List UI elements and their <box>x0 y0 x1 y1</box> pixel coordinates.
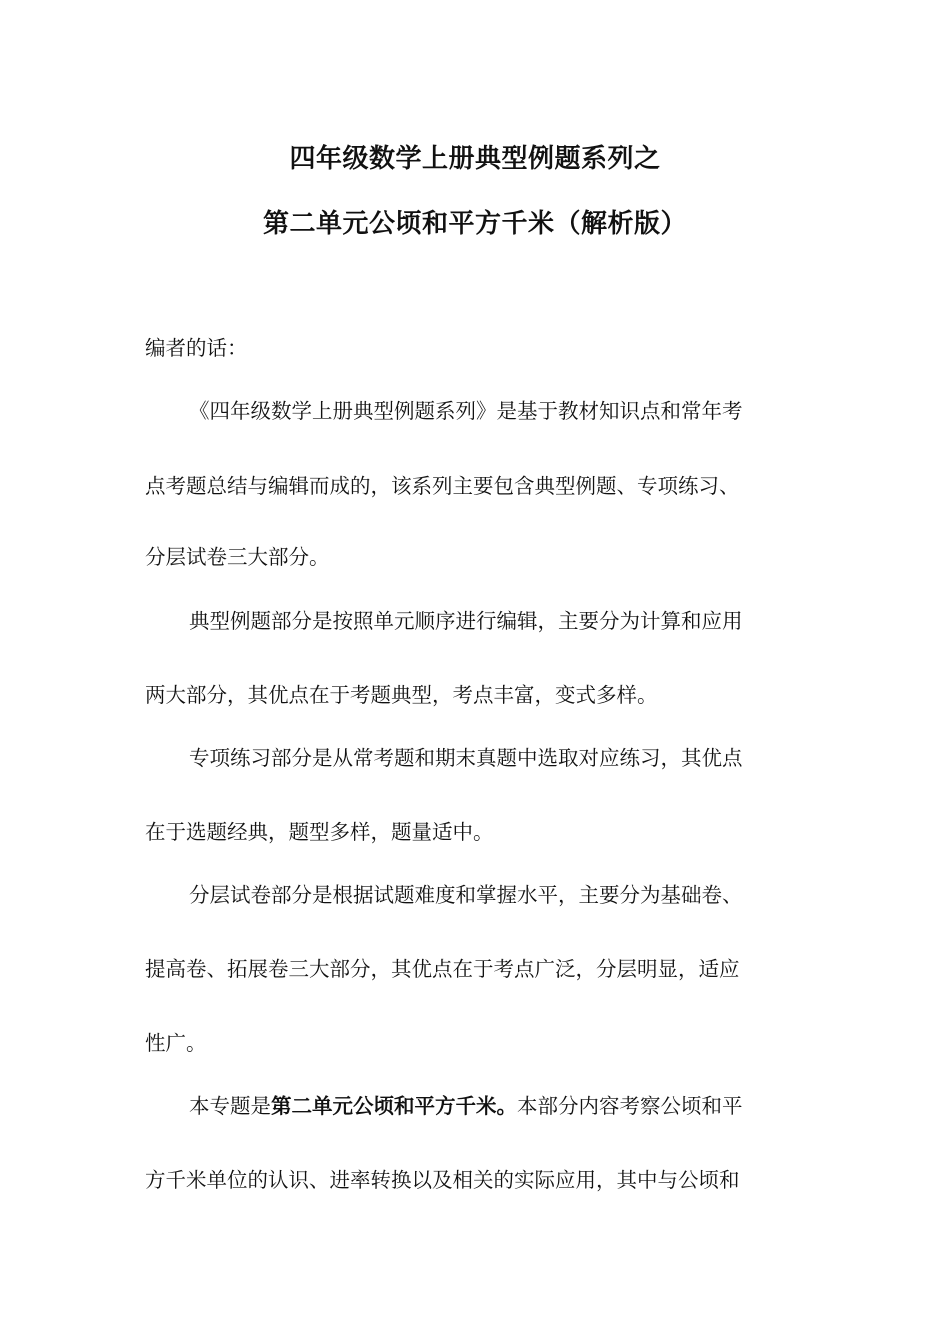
topic-line <box>189 1096 743 1117</box>
paragraph-line: 提高卷、拓展卷三大部分，其优点在于考点广泛，分层明显，适应 <box>145 957 740 981</box>
paragraph-line: 点考题总结与编辑而成的，该系列主要包含典型例题、专项练习、 <box>145 474 740 498</box>
paragraph-line: 专项练习部分是从常考题和期末真题中选取对应练习，其优点 <box>189 746 743 770</box>
topic-prefix: 本专题是 <box>189 1094 271 1118</box>
paragraph-line: 典型例题部分是按照单元顺序进行编辑，主要分为计算和应用 <box>189 609 743 633</box>
editor-heading: 编者的话： <box>145 336 248 360</box>
paragraph-line: 《四年级数学上册典型例题系列》是基于教材知识点和常年考 <box>189 399 743 423</box>
paragraph-line: 分层试卷三大部分。 <box>145 545 330 569</box>
paragraph-line: 两大部分，其优点在于考题典型，考点丰富，变式多样。 <box>145 683 658 707</box>
paragraph-line: 分层试卷部分是根据试题难度和掌握水平，主要分为基础卷、 <box>189 883 743 907</box>
topic-bold-title: 第二单元公顷和平方千米。 <box>271 1094 517 1118</box>
topic-suffix: 本部分内容考察公顷和平 <box>517 1094 743 1118</box>
paragraph-line: 性广。 <box>145 1031 207 1055</box>
paragraph-line: 方千米单位的认识、进率转换以及相关的实际应用，其中与公顷和 <box>145 1168 740 1192</box>
document-title-line-2: 第二单元公顷和平方千米（解析版） <box>262 209 687 239</box>
paragraph-line: 在于选题经典，题型多样，题量适中。 <box>145 820 494 844</box>
document-title-line-1: 四年级数学上册典型例题系列之 <box>289 144 661 174</box>
